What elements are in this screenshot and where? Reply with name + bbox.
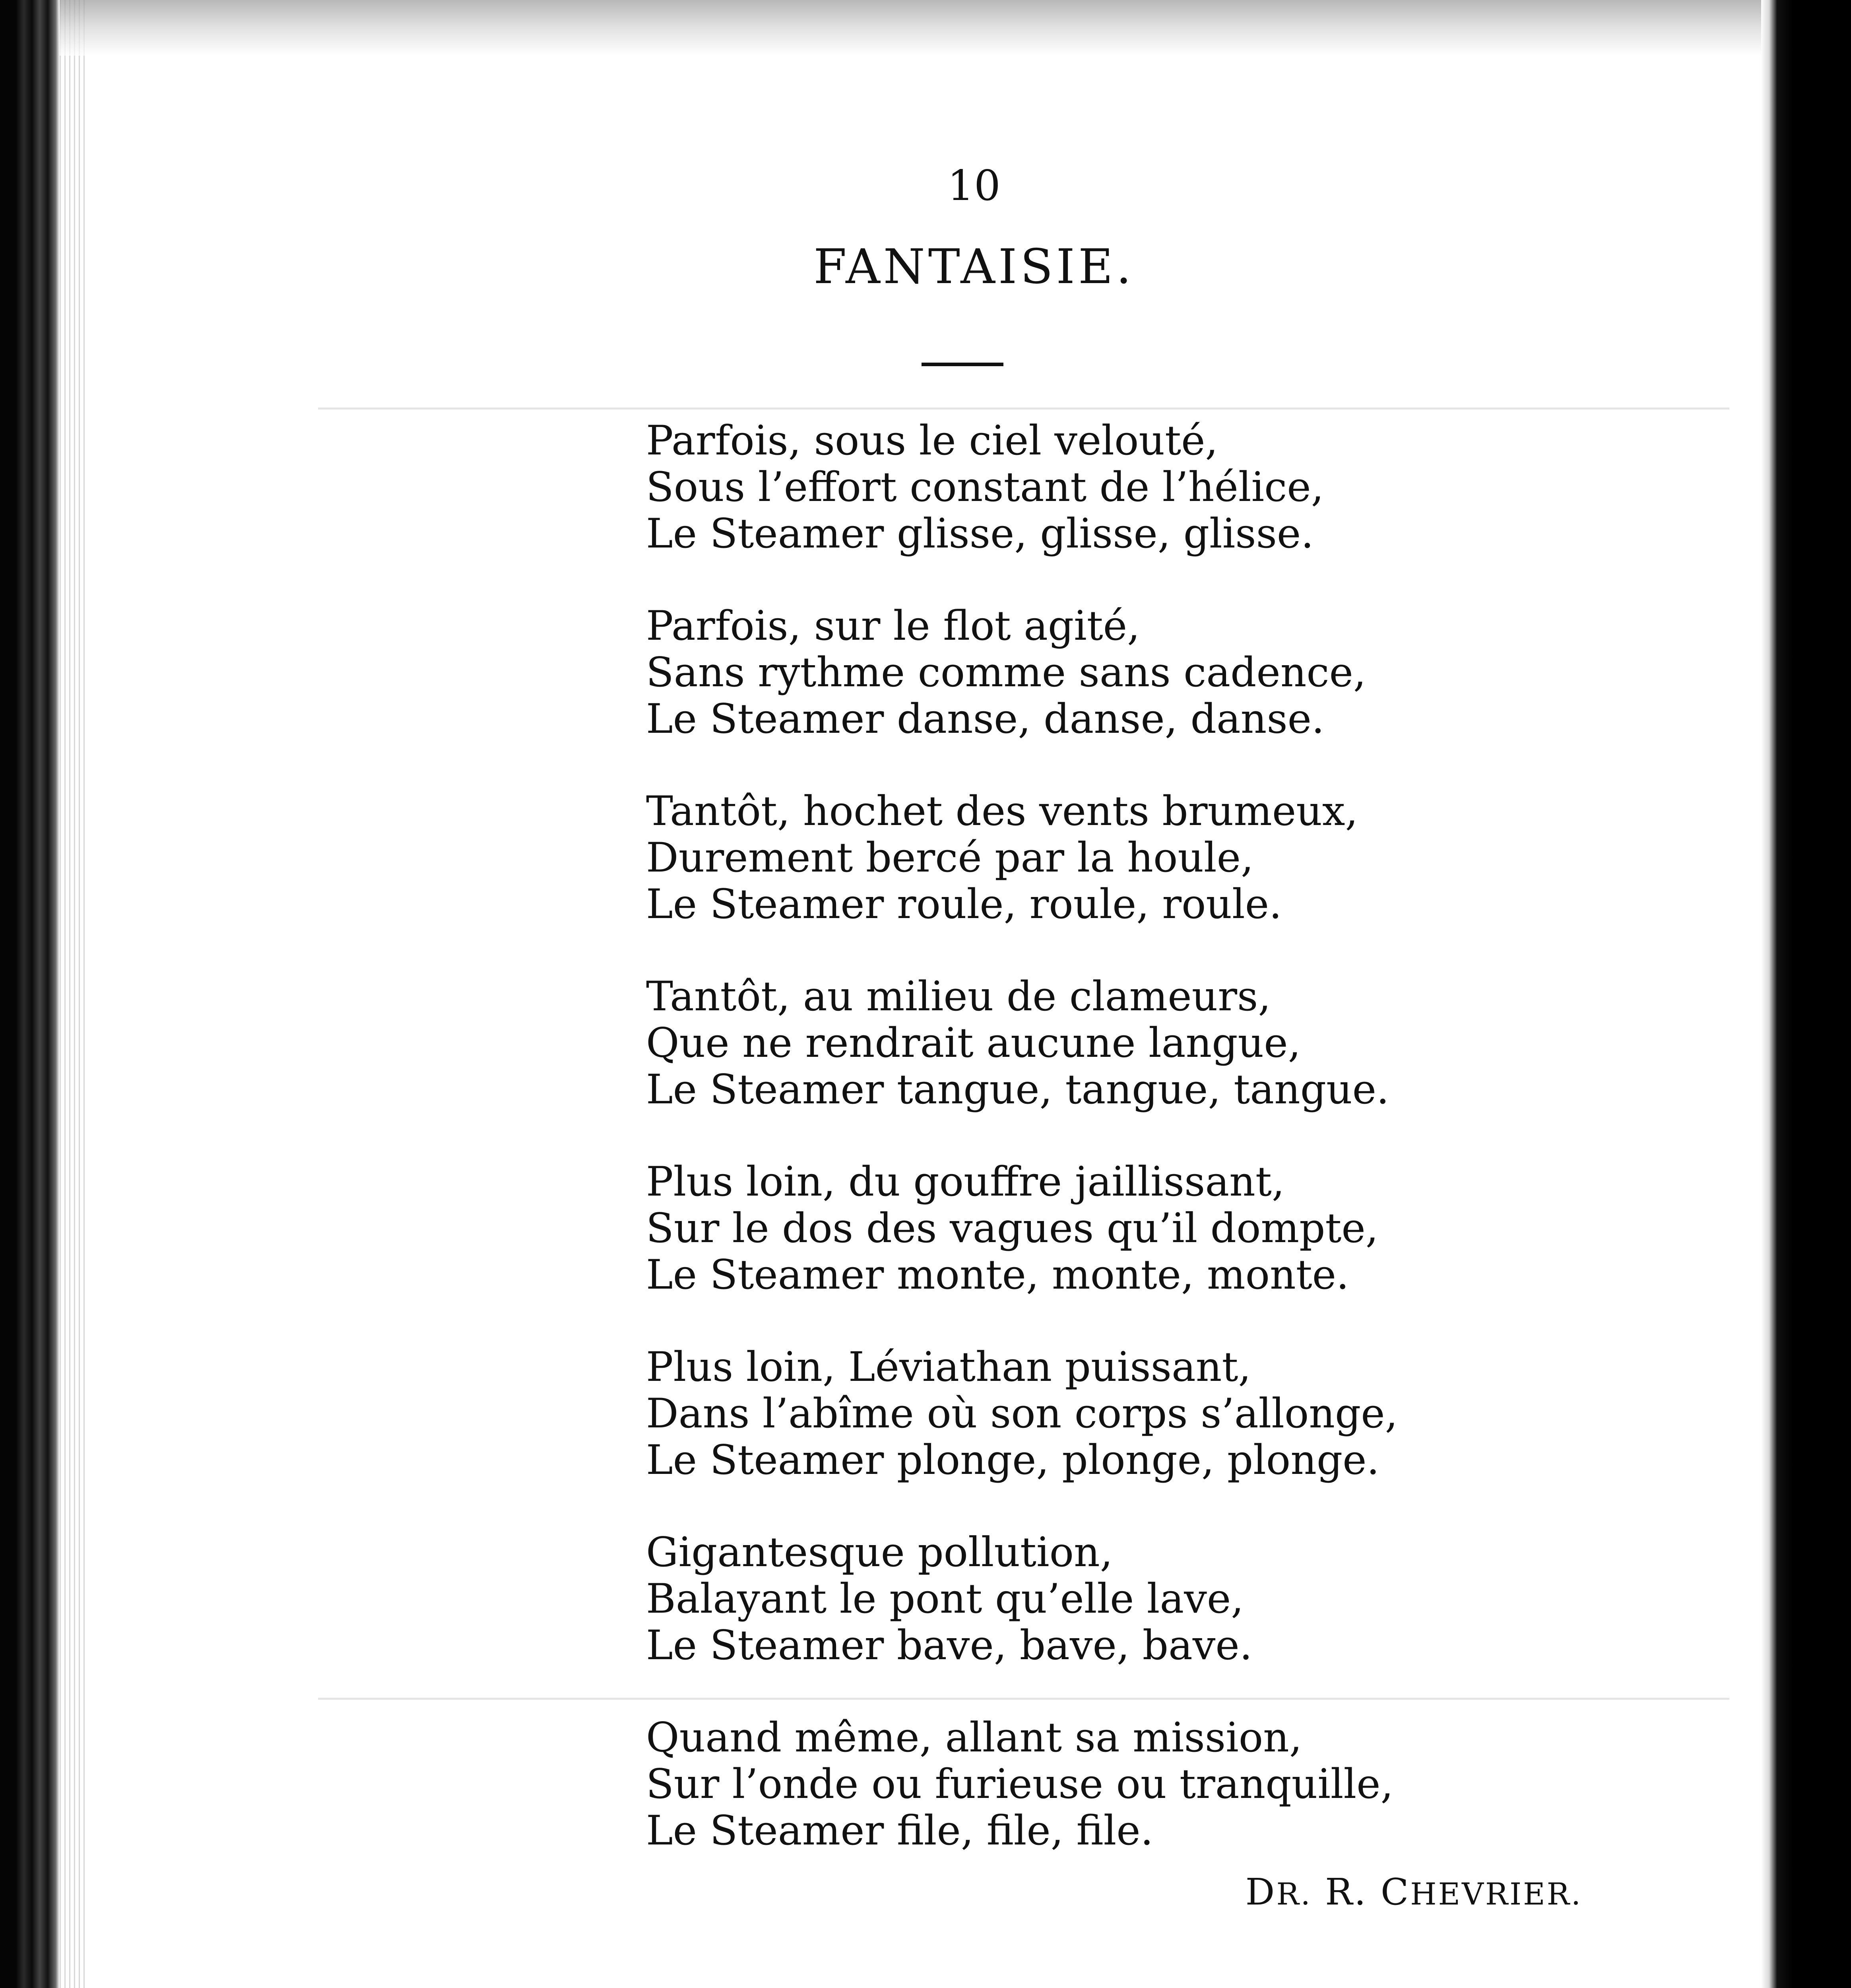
- page-title: FANTAISIE.: [813, 239, 1135, 295]
- poem-stanza: [646, 1159, 1600, 1298]
- poem-line: Le Steamer plonge, plonge, plonge.: [646, 1437, 1380, 1484]
- signature-surname-initial: C: [1380, 1871, 1411, 1913]
- poem-stanza: [646, 1344, 1600, 1483]
- show-through-line: [318, 408, 1729, 410]
- poem-line: Durement bercé par la houle,: [646, 834, 1254, 881]
- page-number: 10: [947, 161, 1001, 210]
- poem-stanza: [646, 788, 1600, 928]
- signature-prefix-rest: R.: [1276, 1876, 1312, 1912]
- poem-line: Plus loin, Léviathan puissant,: [646, 1343, 1251, 1391]
- poem-line: Quand même, allant sa mission,: [646, 1714, 1302, 1761]
- signature-middle-initial: R.: [1325, 1871, 1368, 1913]
- poem-line: Plus loin, du gouffre jaillissant,: [646, 1158, 1285, 1206]
- poem-line: Tantôt, au milieu de clameurs,: [646, 973, 1271, 1020]
- poem-line: Balayant le pont qu’elle lave,: [646, 1575, 1244, 1623]
- signature-prefix-initial: D: [1245, 1871, 1277, 1913]
- poem-line: Tantôt, hochet des vents brumeux,: [646, 788, 1358, 835]
- poem-line: Sans rythme comme sans cadence,: [646, 649, 1366, 696]
- poem-line: Le Steamer glisse, glisse, glisse.: [646, 510, 1314, 557]
- poem-line: Sur le dos des vagues qu’il dompte,: [646, 1205, 1379, 1252]
- poem-stanza: [646, 1529, 1600, 1669]
- signature-surname-rest: HEVRIER.: [1410, 1876, 1582, 1912]
- poem-line: Que ne rendrait aucune langue,: [646, 1019, 1301, 1067]
- poem-stanza: [646, 1714, 1600, 1854]
- page-stack-edge: [60, 0, 87, 1988]
- scan-right-edge: [1761, 0, 1851, 1988]
- poem-line: Dans l’abîme où son corps s’allonge,: [646, 1390, 1398, 1437]
- poem-line: Sous l’effort constant de l’hélice,: [646, 464, 1324, 511]
- poem-line: Le Steamer monte, monte, monte.: [646, 1251, 1349, 1299]
- poem: [646, 417, 1600, 1900]
- page-binding-edge: [0, 0, 60, 1988]
- poem-line: Parfois, sous le ciel velouté,: [646, 417, 1218, 464]
- poem-stanza: [646, 417, 1600, 557]
- poem-line: Le Steamer roule, roule, roule.: [646, 881, 1282, 928]
- poem-line: Le Steamer file, file, file.: [646, 1807, 1153, 1854]
- poem-line: Le Steamer tangue, tangue, tangue.: [646, 1066, 1389, 1113]
- poem-line: Le Steamer danse, danse, danse.: [646, 695, 1325, 743]
- author-signature: [1153, 1871, 1582, 1913]
- scan-top-shadow: [60, 0, 1761, 56]
- poem-line: Le Steamer bave, bave, bave.: [646, 1622, 1253, 1669]
- poem-line: Gigantesque pollution,: [646, 1529, 1113, 1576]
- poem-line: Parfois, sur le flot agité,: [646, 602, 1140, 650]
- title-divider: [922, 363, 1003, 366]
- poem-line: Sur l’onde ou furieuse ou tranquille,: [646, 1761, 1393, 1808]
- poem-stanza: [646, 973, 1600, 1113]
- poem-stanza: [646, 603, 1600, 742]
